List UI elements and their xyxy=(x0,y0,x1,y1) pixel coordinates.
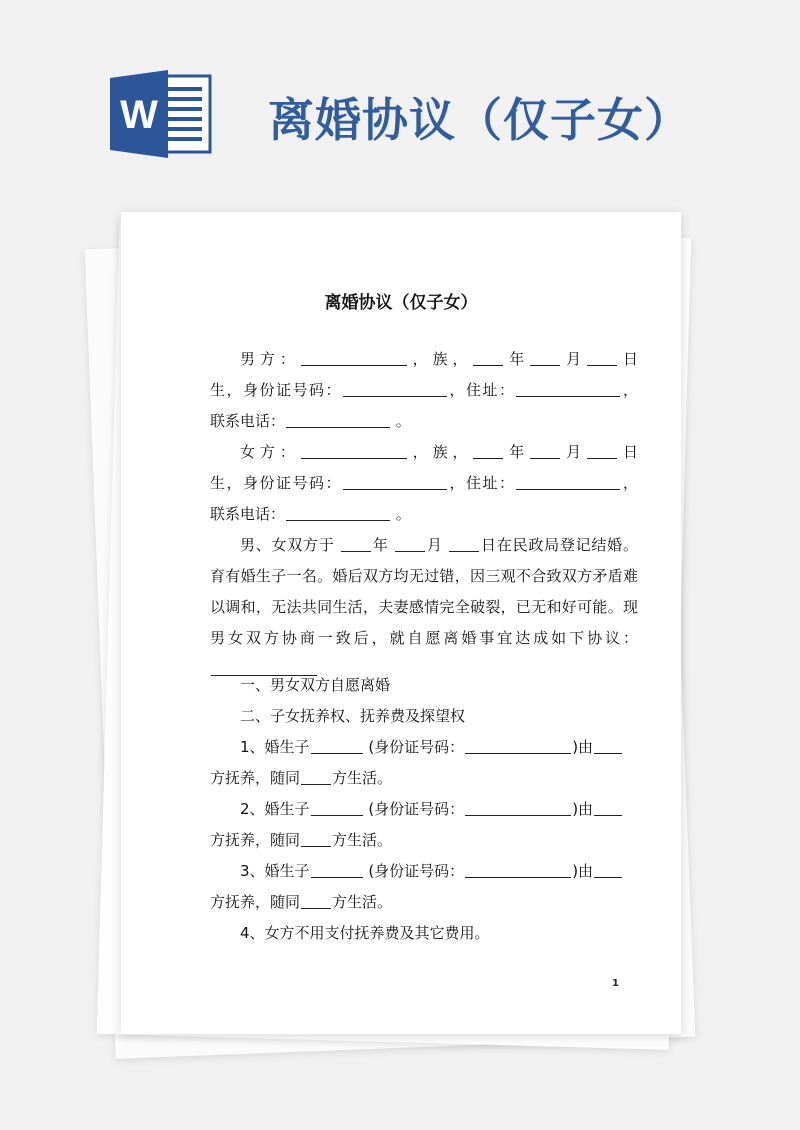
header-title: 离婚协议（仅子女） xyxy=(268,93,691,147)
female-address-blank xyxy=(516,474,620,490)
child-2-id-blank xyxy=(465,800,571,816)
document-title: 离婚协议（仅子女） xyxy=(324,293,478,313)
child-2-line-2: 方抚养，随同 方生活。 xyxy=(210,831,393,849)
section-2-heading: 二、子女抚养权、抚养费及探望权 xyxy=(240,707,466,725)
document-page xyxy=(121,212,681,1034)
child-3-line-2: 方抚养，随同 方生活。 xyxy=(210,893,393,911)
female-birth-day-blank xyxy=(587,443,617,459)
female-line-3: 联系电话： 。 xyxy=(210,505,411,523)
male-id-blank xyxy=(343,381,447,397)
female-id-blank xyxy=(343,474,447,490)
separator-blank-line xyxy=(210,654,638,670)
child-3-custody-blank xyxy=(594,862,622,878)
female-name-blank xyxy=(301,443,407,459)
page-number: 1 xyxy=(612,978,619,989)
child-2-custody-blank xyxy=(594,800,622,816)
word-icon xyxy=(110,70,214,158)
watermark: ⠀⠀⠀⠀⠀ xyxy=(428,132,531,196)
female-line-2: 生，身份证号码： ，住址： ， xyxy=(210,474,638,492)
female-line-1: 女方： ，族， 年 月 日 xyxy=(240,443,638,461)
marriage-line-2: 育有婚生子一名。婚后双方均无过错，因三观不合致双方矛盾难 xyxy=(210,567,638,585)
marriage-month-blank xyxy=(395,536,425,552)
male-line-3: 联系电话： 。 xyxy=(210,412,411,430)
marriage-line-3: 以调和，无法共同生活，夫妻感情完全破裂，已无和好可能。现 xyxy=(210,598,638,616)
child-3-id-blank xyxy=(465,862,571,878)
marriage-year-blank xyxy=(341,536,371,552)
male-address-blank xyxy=(516,381,620,397)
child-2-residence-blank xyxy=(301,831,331,847)
child-1-id-blank xyxy=(465,738,571,754)
male-line-1: 男方： ，族， 年 月 日 xyxy=(240,350,638,368)
word-logo-letter: W xyxy=(120,93,158,137)
item-4: 4、女方不用支付抚养费及其它费用。 xyxy=(240,924,490,942)
section-1-heading: 一、男女双方自愿离婚 xyxy=(240,676,391,694)
child-1-line-1: 1、婚生子 (身份证号码： )由 xyxy=(210,732,638,763)
marriage-day-blank xyxy=(449,536,479,552)
male-line-2: 生，身份证号码： ，住址： ， xyxy=(210,381,638,399)
male-phone-blank xyxy=(286,412,390,428)
female-birth-year-blank xyxy=(473,443,503,459)
child-1-residence-blank xyxy=(301,769,331,785)
female-phone-blank xyxy=(286,505,390,521)
child-3-line-1: 3、婚生子 (身份证号码： )由 xyxy=(210,856,638,887)
male-name-blank xyxy=(301,350,407,366)
child-1-custody-blank xyxy=(594,738,622,754)
child-3-name-blank xyxy=(311,862,363,878)
male-birth-month-blank xyxy=(530,350,560,366)
child-1-line-2: 方抚养，随同 方生活。 xyxy=(210,769,393,787)
child-3-residence-blank xyxy=(301,893,331,909)
male-birth-year-blank xyxy=(473,350,503,366)
document-body xyxy=(210,344,638,949)
marriage-line-4: 男女双方协商一致后，就自愿离婚事宜达成如下协议： xyxy=(210,629,638,647)
child-2-line-1: 2、婚生子 (身份证号码： )由 xyxy=(210,794,638,825)
marriage-line-1: 男、女双方于 年 月 日在民政局登记结婚。 xyxy=(240,536,638,554)
child-1-name-blank xyxy=(311,738,363,754)
female-birth-month-blank xyxy=(530,443,560,459)
child-2-name-blank xyxy=(311,800,363,816)
male-birth-day-blank xyxy=(587,350,617,366)
